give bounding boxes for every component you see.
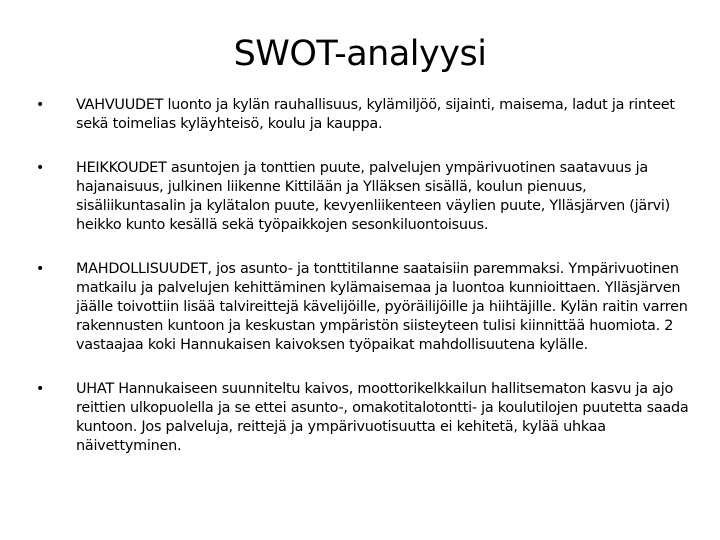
bullet-text: HEIKKOUDET asuntojen ja tonttien puute, palvelujen ympärivuotinen saatavuus ja hajanaisuus, julkinen liikenne Kittilään ja Ylläksen sisällä, koulun pienuus, sisäliikuntasalin ja kylätalon puute, kevyenliikenteen väylien puute, Ylläsjärven (järvi) heikko kunto kesällä sekä työpaikkojen sesonkiluontoisuus. (76, 160, 670, 233)
bullet-list (36, 96, 696, 456)
bullet-text: UHAT Hannukaiseen suunniteltu kaivos, moottorikelkkailun hallitsematon kasvu ja ajo reittien ulkopuolella ja se ettei asunto-, omakotitalotontti- ja koulutilojen puutetta saada kuntoon. Jos palveluja, reittejä ja ympärivuotisuutta ei kehitetä, kylää uhkaa näivettyminen. (76, 381, 689, 454)
bullet-dot-icon: • (36, 261, 45, 277)
bullet-text: MAHDOLLISUUDET, jos asunto- ja tonttitilanne saataisiin paremmaksi. Ympärivuotinen matkailu ja palvelujen kehittäminen kylämaisemaa ja luontoa kunnioittaen. Ylläsjärven jäälle toivottiin lisää talvireittejä kävelijöille, pyöräilijöille ja hiihtäjille. Kylän raitin varren rakennusten kuntoon ja keskustan ympäristön siisteyteen tulisi kiinnittää huomiota. 2 vastaajaa koki Hannukaisen kaivoksen työpaikat mahdollisuutena kylälle. (76, 261, 688, 353)
bullet-opportunities (36, 260, 696, 355)
bullet-dot-icon: • (36, 160, 45, 176)
bullet-weaknesses (36, 159, 696, 235)
bullet-text: VAHVUUDET luonto ja kylän rauhallisuus, kylämiljöö, sijainti, maisema, ladut ja rinteet sekä toimelias kyläyhteisö, koulu ja kauppa. (76, 97, 675, 132)
bullet-dot-icon: • (36, 381, 45, 397)
slide-title: SWOT-analyysi (233, 34, 487, 74)
bullet-dot-icon: • (36, 97, 45, 113)
bullet-strengths (36, 96, 696, 134)
bullet-threats (36, 380, 696, 456)
